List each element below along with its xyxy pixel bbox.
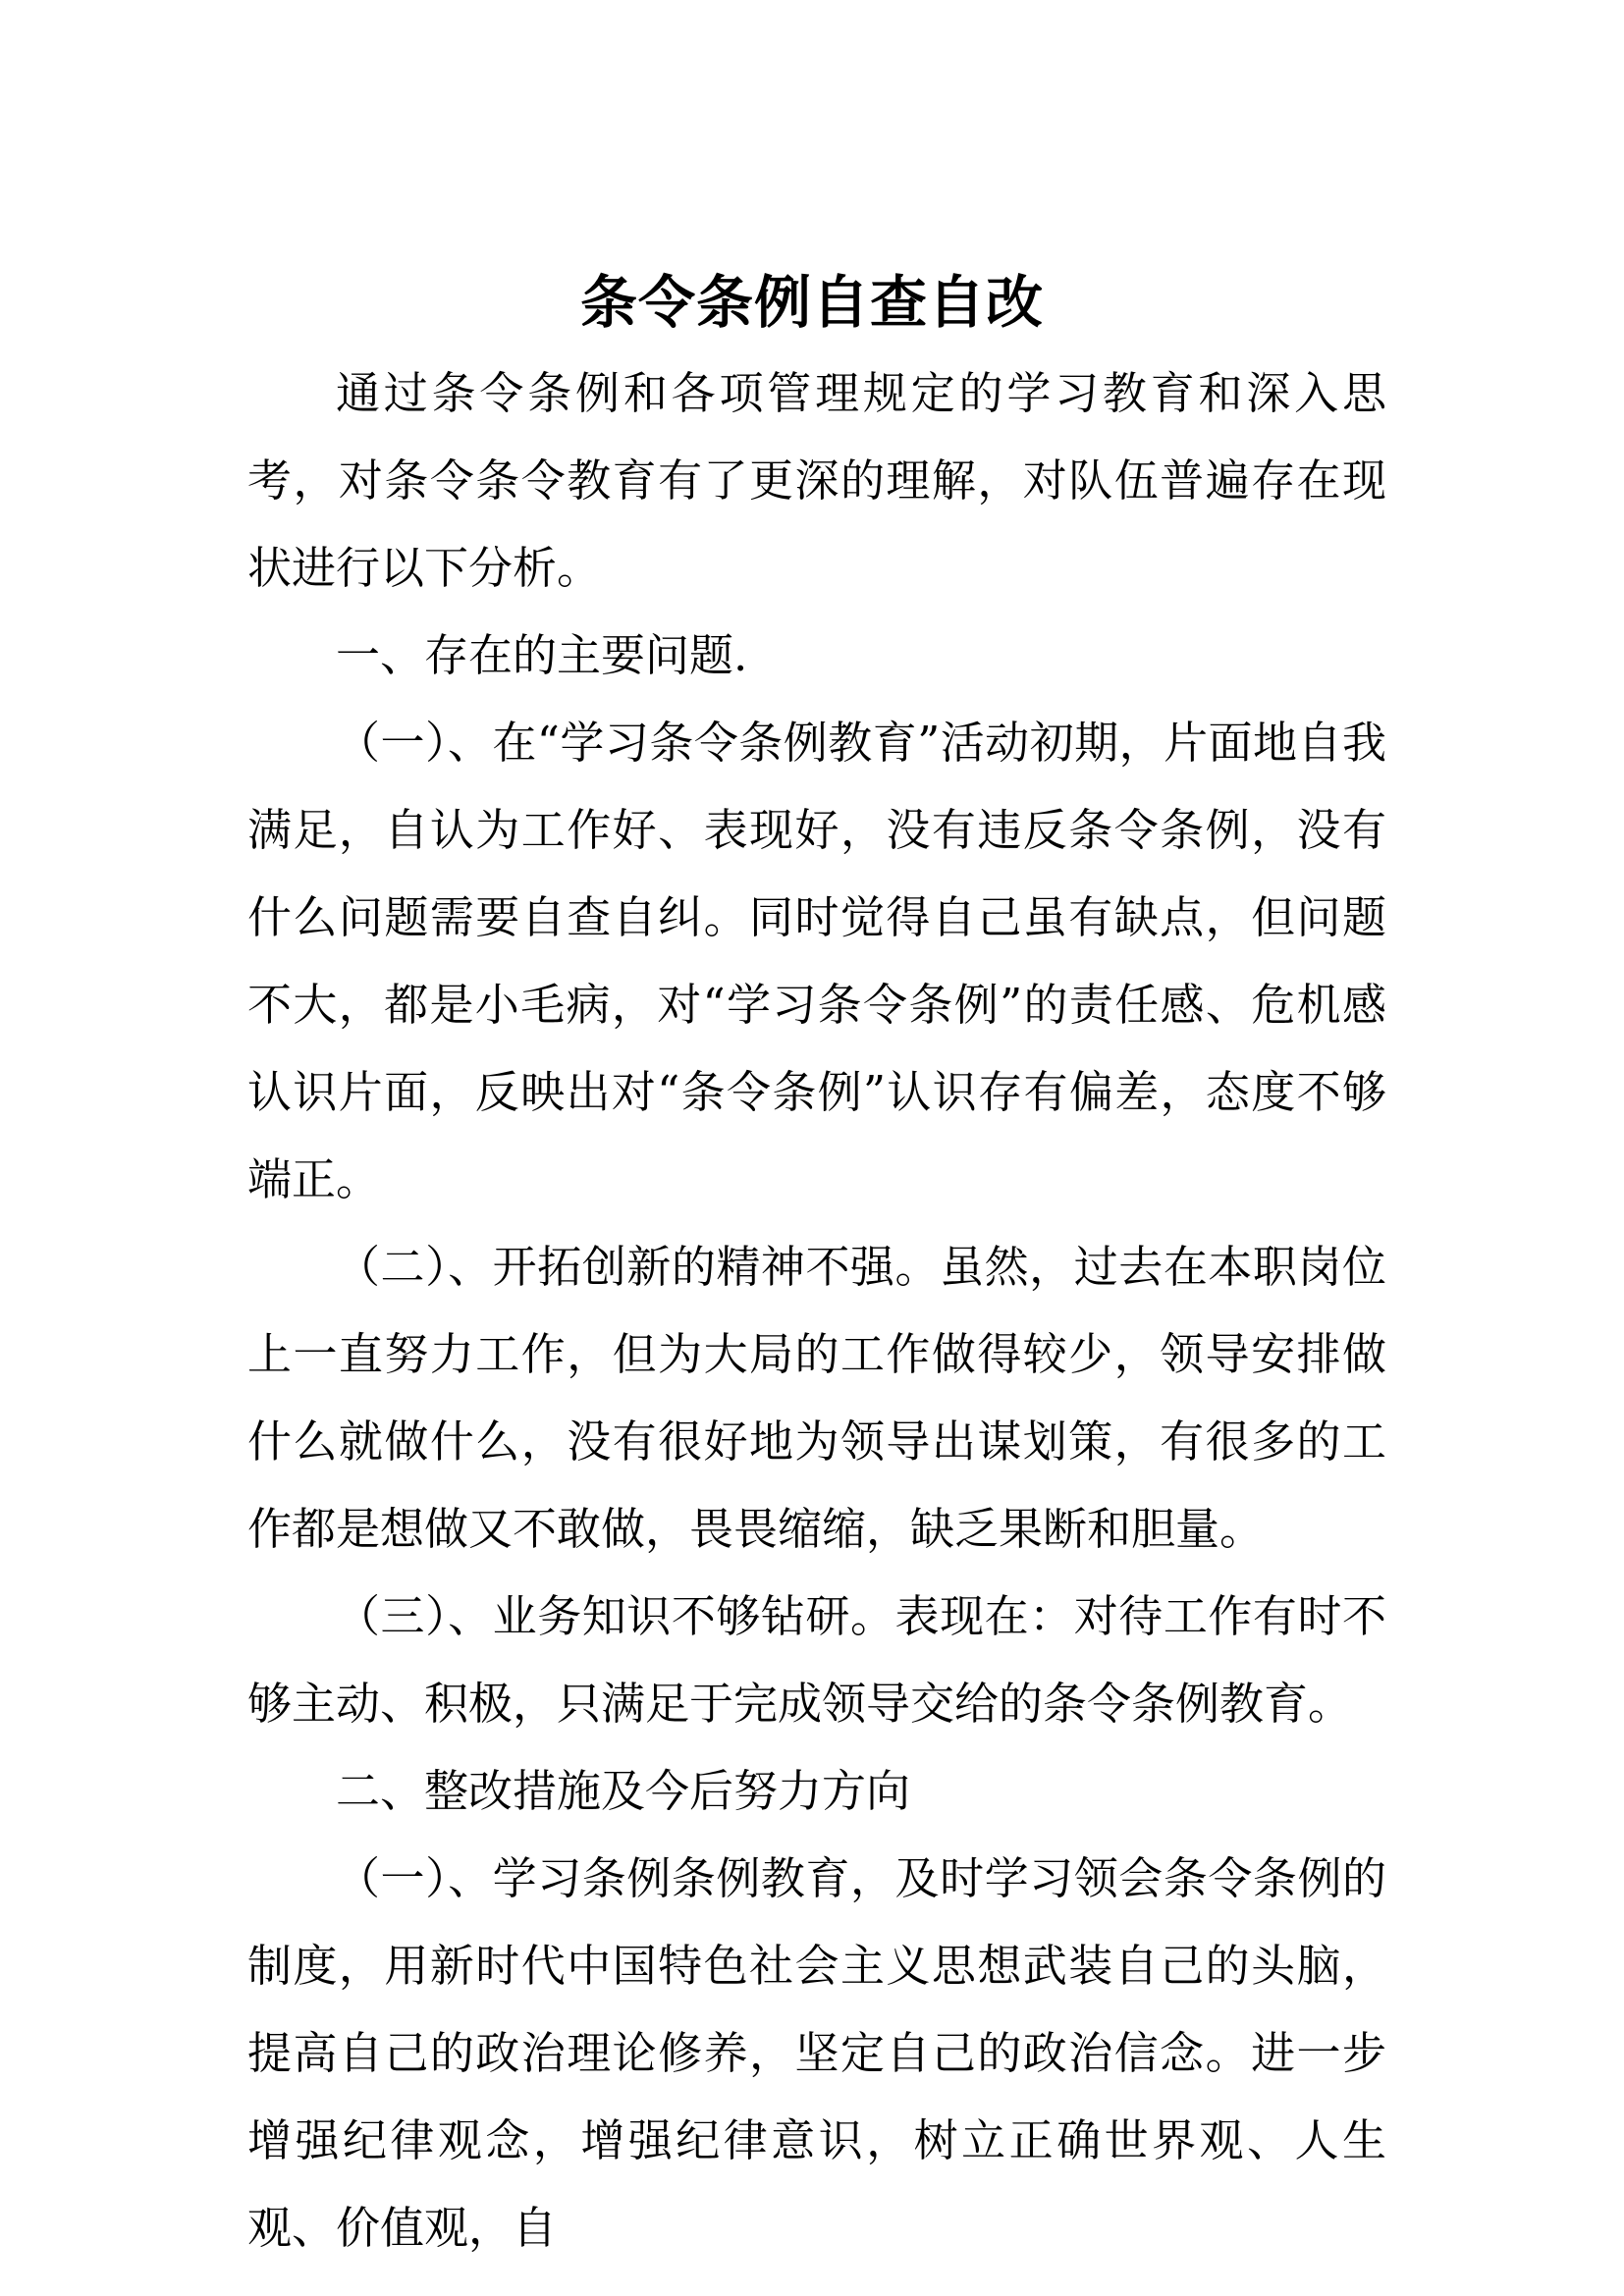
intro-paragraph: 通过条令条例和各项管理规定的学习教育和深入思考，对条令条令教育有了更深的理解，对队伍普遍存在现状进行以下分析。: [247, 367, 1386, 594]
document-title: 条令条例自查自改: [579, 269, 1044, 336]
section-heading-problems: 一、存在的主要问题.: [336, 629, 748, 681]
problem-paragraph-2: （二）、开拓创新的精神不强。虽然，过去在本职岗位上一直努力工作，但为大局的工作做得较少，领导安排做什么就做什么，没有很好地为领导出谋划策，有很多的工作都是想做又不敢做，畏畏缩缩，缺乏果断和胆量。: [247, 1241, 1386, 1555]
problem-paragraph-1: （一）、在“学习条令条例教育”活动初期，片面地自我满足，自认为工作好、表现好，没有违反条令条例，没有什么问题需要自查自纠。同时觉得自己虽有缺点，但问题不大，都是小毛病，对“学习条令条例”的责任感、危机感认识片面，反映出对“条令条例”认识存有偏差，态度不够端正。: [247, 717, 1386, 1205]
section-heading-measures: 二、整改措施及今后努力方向: [336, 1765, 911, 1817]
measure-paragraph-1: （一）、学习条例条例教育，及时学习领会条令条例的制度，用新时代中国特色社会主义思想武装自己的头脑，提高自己的政治理论修养，坚定自己的政治信念。进一步增强纪律观念，增强纪律意识，树立正确世界观、人生观、价值观，自: [247, 1852, 1386, 2254]
problem-paragraph-3: （三）、业务知识不够钻研。表现在：对待工作有时不够主动、积极，只满足于完成领导交给的条令条例教育。: [247, 1590, 1386, 1730]
document-body: [247, 349, 1386, 2271]
